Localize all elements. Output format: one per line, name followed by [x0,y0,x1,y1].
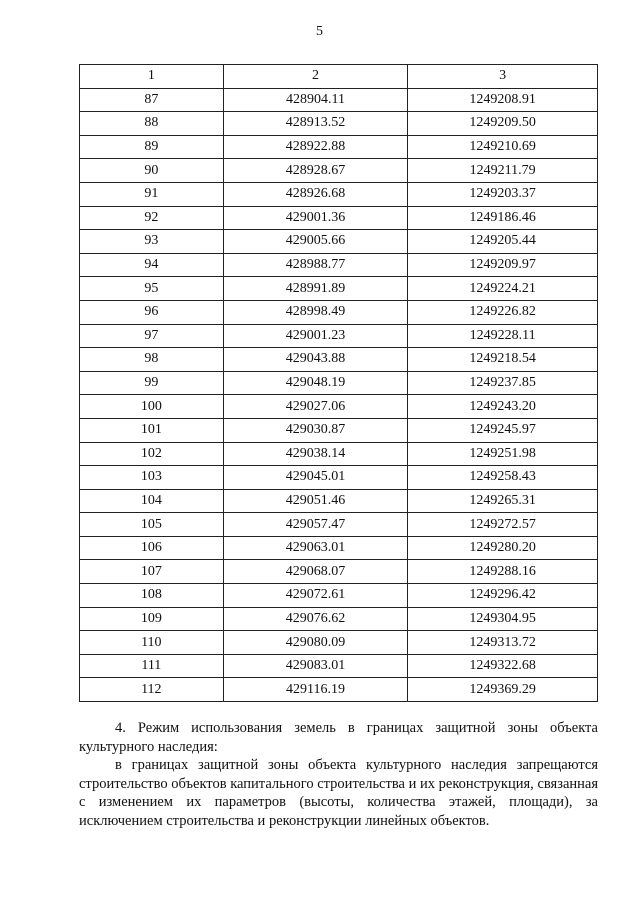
cell-point-number: 105 [80,513,224,537]
column-header-point-number: 1 [80,65,224,89]
table-row [80,418,598,442]
table-row [80,513,598,537]
cell-point-number: 106 [80,536,224,560]
table-row [80,348,598,372]
cell-y-coordinate: 1249211.79 [408,159,598,183]
cell-y-coordinate: 1249209.50 [408,112,598,136]
cell-y-coordinate: 1249245.97 [408,418,598,442]
cell-x-coordinate: 428998.49 [223,300,408,324]
cell-point-number: 109 [80,607,224,631]
cell-y-coordinate: 1249226.82 [408,300,598,324]
table-row [80,536,598,560]
cell-x-coordinate: 429076.62 [223,607,408,631]
table-row [80,88,598,112]
cell-x-coordinate: 429051.46 [223,489,408,513]
cell-point-number: 91 [80,182,224,206]
cell-x-coordinate: 428922.88 [223,135,408,159]
table-header-row [80,65,598,89]
table-row [80,159,598,183]
table-row [80,206,598,230]
cell-x-coordinate: 429005.66 [223,230,408,254]
cell-y-coordinate: 1249304.95 [408,607,598,631]
cell-x-coordinate: 428928.67 [223,159,408,183]
cell-x-coordinate: 429043.88 [223,348,408,372]
cell-y-coordinate: 1249296.42 [408,584,598,608]
cell-y-coordinate: 1249237.85 [408,371,598,395]
table-row [80,182,598,206]
cell-x-coordinate: 429030.87 [223,418,408,442]
table-row [80,654,598,678]
table-row [80,324,598,348]
cell-y-coordinate: 1249228.11 [408,324,598,348]
table-row [80,466,598,490]
cell-point-number: 90 [80,159,224,183]
table-row [80,442,598,466]
table-row [80,489,598,513]
cell-x-coordinate: 429080.09 [223,631,408,655]
table-row [80,112,598,136]
cell-x-coordinate: 429057.47 [223,513,408,537]
cell-point-number: 95 [80,277,224,301]
cell-x-coordinate: 429063.01 [223,536,408,560]
cell-y-coordinate: 1249369.29 [408,678,598,702]
page-number: 5 [316,24,323,39]
cell-y-coordinate: 1249280.20 [408,536,598,560]
cell-point-number: 102 [80,442,224,466]
cell-x-coordinate: 429048.19 [223,371,408,395]
cell-x-coordinate: 429045.01 [223,466,408,490]
cell-point-number: 87 [80,88,224,112]
cell-point-number: 99 [80,371,224,395]
table-row [80,560,598,584]
cell-y-coordinate: 1249265.31 [408,489,598,513]
cell-x-coordinate: 429001.23 [223,324,408,348]
cell-y-coordinate: 1249218.54 [408,348,598,372]
table-row [80,277,598,301]
cell-point-number: 89 [80,135,224,159]
cell-point-number: 96 [80,300,224,324]
cell-y-coordinate: 1249209.97 [408,253,598,277]
cell-point-number: 107 [80,560,224,584]
cell-point-number: 97 [80,324,224,348]
table-row [80,631,598,655]
table-row [80,300,598,324]
cell-y-coordinate: 1249258.43 [408,466,598,490]
cell-point-number: 93 [80,230,224,254]
cell-x-coordinate: 428913.52 [223,112,408,136]
cell-point-number: 103 [80,466,224,490]
cell-x-coordinate: 429072.61 [223,584,408,608]
table-row [80,395,598,419]
cell-x-coordinate: 428988.77 [223,253,408,277]
coordinates-table [79,64,598,702]
column-header-y: 3 [408,65,598,89]
cell-y-coordinate: 1249288.16 [408,560,598,584]
column-header-x: 2 [223,65,408,89]
cell-point-number: 110 [80,631,224,655]
cell-point-number: 88 [80,112,224,136]
cell-x-coordinate: 429001.36 [223,206,408,230]
cell-point-number: 104 [80,489,224,513]
cell-x-coordinate: 429068.07 [223,560,408,584]
cell-y-coordinate: 1249186.46 [408,206,598,230]
cell-point-number: 108 [80,584,224,608]
cell-y-coordinate: 1249224.21 [408,277,598,301]
cell-x-coordinate: 429083.01 [223,654,408,678]
cell-point-number: 112 [80,678,224,702]
cell-x-coordinate: 429038.14 [223,442,408,466]
cell-y-coordinate: 1249210.69 [408,135,598,159]
land-use-regime-text [79,719,598,830]
table-row [80,230,598,254]
cell-y-coordinate: 1249205.44 [408,230,598,254]
cell-y-coordinate: 1249203.37 [408,182,598,206]
table-row [80,678,598,702]
cell-y-coordinate: 1249251.98 [408,442,598,466]
cell-point-number: 94 [80,253,224,277]
cell-y-coordinate: 1249313.72 [408,631,598,655]
table-row [80,135,598,159]
cell-y-coordinate: 1249322.68 [408,654,598,678]
table-row [80,584,598,608]
paragraph-regime-restrictions: в границах защитной зоны объекта культурного наследия запрещаются строительство объектов капитального строительства и их реконструкция, связанная с изменением их параметров (высоты, количества этажей, площади), за исключением строительства и реконструкции линейных объектов. [79,757,598,829]
table-row [80,371,598,395]
cell-y-coordinate: 1249208.91 [408,88,598,112]
table-body [80,88,598,701]
cell-x-coordinate: 428991.89 [223,277,408,301]
cell-x-coordinate: 428904.11 [223,88,408,112]
cell-x-coordinate: 428926.68 [223,182,408,206]
table-row [80,253,598,277]
cell-x-coordinate: 429027.06 [223,395,408,419]
cell-x-coordinate: 429116.19 [223,678,408,702]
cell-point-number: 101 [80,418,224,442]
cell-point-number: 111 [80,654,224,678]
cell-point-number: 100 [80,395,224,419]
cell-point-number: 92 [80,206,224,230]
cell-y-coordinate: 1249243.20 [408,395,598,419]
cell-y-coordinate: 1249272.57 [408,513,598,537]
table-row [80,607,598,631]
paragraph-regime-heading: 4. Режим использования земель в границах защитной зоны объекта культурного наследия: [79,720,598,755]
cell-point-number: 98 [80,348,224,372]
